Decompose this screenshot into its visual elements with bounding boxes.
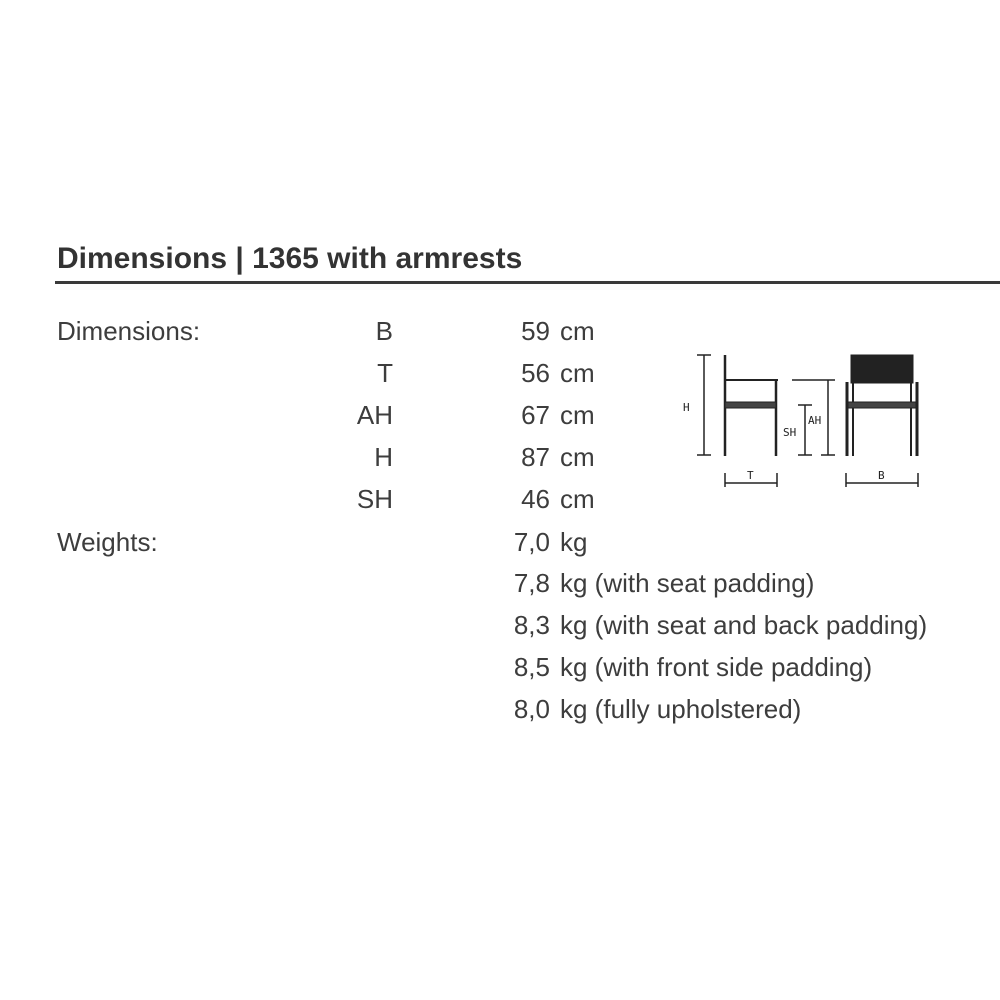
dimension-code-sh: SH [356, 484, 393, 514]
chair-front-view [846, 355, 918, 487]
dimension-code-h: H [374, 442, 393, 472]
dimension-value-ah: 67 [521, 400, 550, 430]
weight-value: 7,0 [513, 527, 550, 557]
weight-value: 8,3 [513, 610, 550, 640]
dimension-value-t: 56 [521, 358, 550, 388]
diagram-label-sh: SH [783, 426, 797, 439]
weight-unit: kg (with seat and back padding) [560, 610, 928, 640]
weight-unit: kg (fully upholstered) [560, 694, 802, 724]
dimension-unit-ah: cm [560, 400, 595, 430]
weight-unit: kg [560, 527, 588, 557]
dimension-unit-t: cm [560, 358, 595, 388]
dimension-unit-sh: cm [560, 484, 595, 514]
dimension-unit-b: cm [560, 316, 595, 346]
dimension-code-t: T [377, 358, 393, 388]
dimension-value-h: 87 [521, 442, 550, 472]
dimension-unit-h: cm [560, 442, 595, 472]
dimension-code-ah: AH [356, 400, 393, 430]
weight-unit: kg (with front side padding) [560, 652, 873, 682]
weight-unit: kg (with seat padding) [560, 568, 815, 598]
weights-label: Weights: [57, 527, 158, 557]
dimension-code-b: B [375, 316, 393, 346]
weight-value: 8,5 [513, 652, 550, 682]
diagram-label-ah: AH [808, 414, 822, 427]
diagram-label-b: B [878, 469, 885, 482]
dimension-value-sh: 46 [521, 484, 550, 514]
page-title: Dimensions | 1365 with armrests [57, 242, 523, 275]
diagram-label-t: T [747, 469, 754, 482]
weight-value: 7,8 [513, 568, 550, 598]
dimension-value-b: 59 [521, 316, 550, 346]
weight-value: 8,0 [513, 694, 550, 724]
diagram-label-h: H [683, 401, 690, 414]
dimensions-label: Dimensions: [57, 316, 201, 346]
